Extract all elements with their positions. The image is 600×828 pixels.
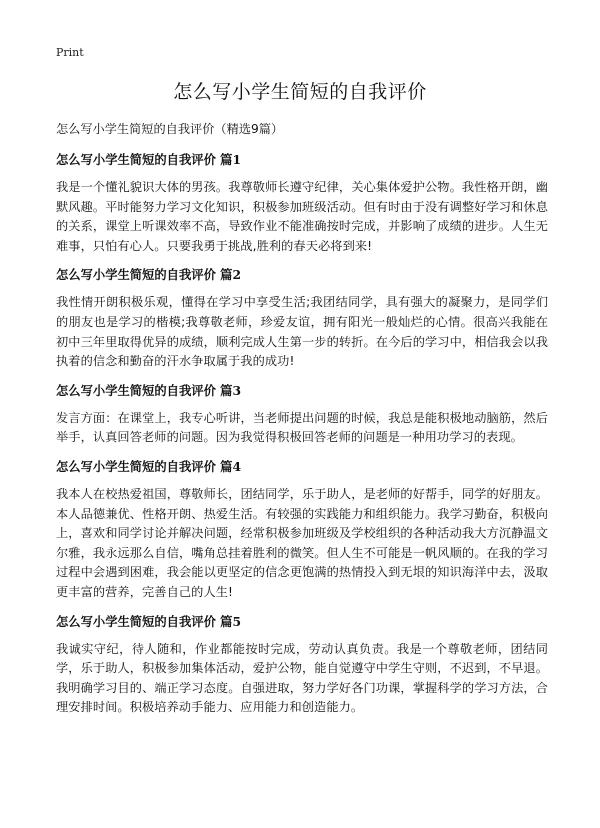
document-subtitle: 怎么写小学生简短的自我评价（精选9篇） [56, 122, 284, 136]
section-heading: 怎么写小学生简短的自我评价 篇2 [56, 267, 241, 283]
essay-section-1 [56, 152, 548, 256]
print-link[interactable]: Print [56, 46, 84, 59]
section-body: 发言方面：在课堂上，我专心听讲，当老师提出问题的时候，我总是能积极地动脑筋，然后举手，认真回答老师的问题。因为我觉得积极回答老师的问题是一种用功学习的表现。 [56, 410, 548, 445]
essay-section-2 [56, 267, 548, 371]
section-heading: 怎么写小学生简短的自我评价 篇3 [56, 382, 241, 398]
section-body: 我本人在校热爱祖国，尊敬师长，团结同学，乐于助人，是老师的好帮手，同学的好朋友。本人品德兼优、性格开朗、热爱生活。有较强的实践能力和组织能力。我学习勤奋，积极向上，喜欢和同学讨论并解决问题，经常积极参加班级及学校组织的各种活动我大方沉静温文尔雅，我永远那么自信，嘴角总挂着胜利的微笑。但人生不可能是一帆风顺的。在我的学习过程中会遇到困难，我会能以更坚定的信念更饱满的热情投入到无垠的知识海洋中去，汲取更丰富的营养，完善自己的人生! [56, 486, 548, 599]
essay-section-3 [56, 383, 548, 448]
essay-section-4 [56, 459, 548, 603]
document-content [56, 121, 548, 729]
section-heading: 怎么写小学生简短的自我评价 篇1 [56, 152, 241, 167]
section-heading: 怎么写小学生简短的自我评价 篇5 [56, 613, 241, 629]
essay-section-5 [56, 614, 548, 718]
section-body: 我诚实守纪，待人随和，作业都能按时完成，劳动认真负责。我是一个尊敬老师，团结同学，乐于助人，积极参加集体活动，爱护公物，能自觉遵守中学生守则，不迟到，不早退。我明确学习目的、端正学习态度。自强进取，努力学好各门功课，掌握科学的学习方法，合理安排时间。积极培养动手能力、应用能力和创造能力。 [56, 641, 548, 715]
section-body: 我是一个懂礼貌识大体的男孩。我尊敬师长遵守纪律，关心集体爱护公物。我性格开朗，幽默风趣。平时能努力学习文化知识，积极参加班级活动。但有时由于没有调整好学习和休息的关系，课堂上听课效率不高，导致作业不能准确按时完成，并影响了成绩的进步。人生无难事，只怕有心人。只要我勇于挑战,胜利的春天必将到来! [56, 180, 548, 253]
section-body: 我性情开朗积极乐观，懂得在学习中享受生活;我团结同学，具有强大的凝聚力，是同学们的朋友也是学习的楷模;我尊敬老师，珍爱友谊，拥有阳光一般灿烂的心情。很高兴我能在初中三年里取得优异的成绩，顺利完成人生第一步的转折。在今后的学习中，相信我会以我执着的信念和勤奋的汗水争取属于我的成功! [56, 295, 548, 369]
section-heading: 怎么写小学生简短的自我评价 篇4 [56, 458, 241, 474]
document-title: 怎么写小学生简短的自我评价 [173, 81, 427, 103]
